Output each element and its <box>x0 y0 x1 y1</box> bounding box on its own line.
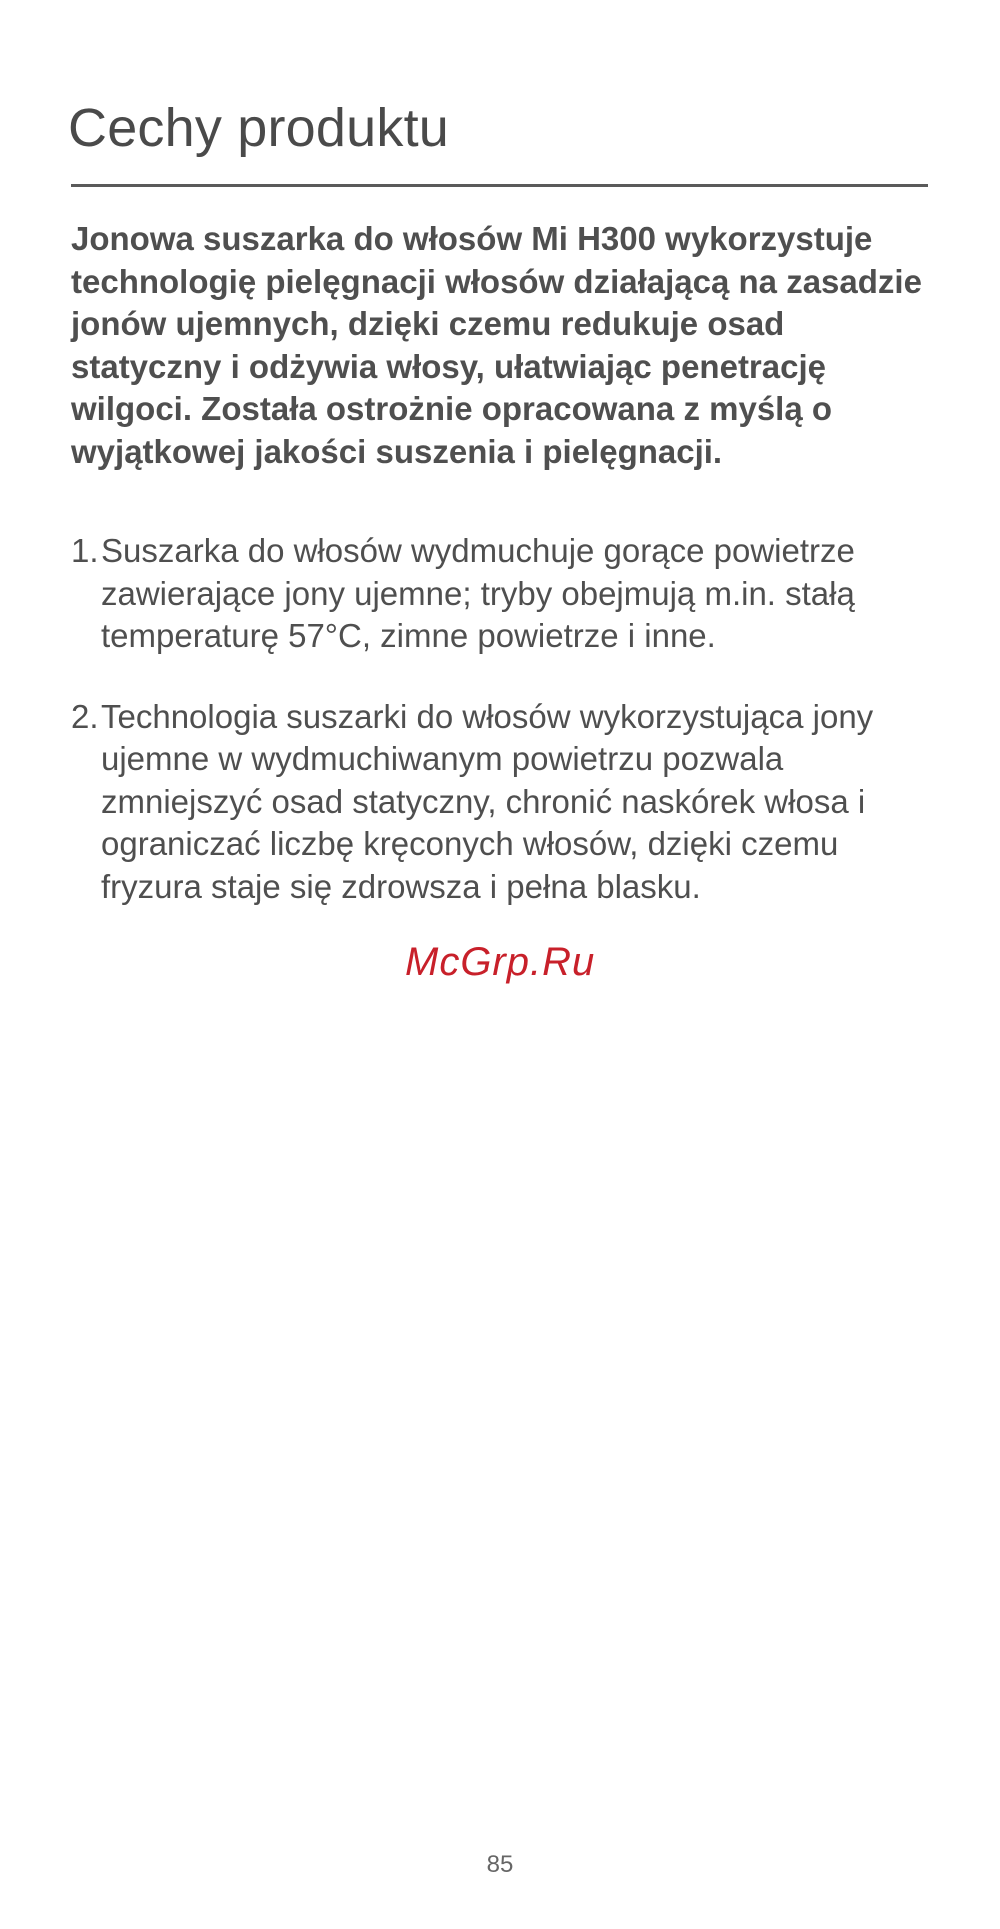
feature-number: 2. <box>71 697 99 735</box>
feature-list <box>71 530 941 908</box>
feature-item <box>71 696 941 909</box>
feature-item <box>71 530 941 658</box>
feature-text: Technologia suszarki do włosów wykorzystująca jony ujemne w wydmuchiwanym powietrzu pozwala zmniejszyć osad statyczny, chronić naskórek włosa i ograniczać liczbę kręconych włosów, dzięki czemu fryzura staje się zdrowsza i pełna blasku. <box>101 697 874 905</box>
intro-paragraph: Jonowa suszarka do włosów Mi H300 wykorzystuje technologię pielęgnacji włosów działającą na zasadzie jonów ujemnych, dzięki czemu redukuje osad statyczny i odżywia włosy, ułatwiając penetrację wilgoci. Została ostrożnie opracowana z myślą o wyjątkowej jakości suszenia i pielęgnacji. <box>71 220 922 470</box>
feature-text: Suszarka do włosów wydmuchuje gorące powietrze zawierające jony ujemne; tryby obejmują m.in. stałą temperaturę 57°C, zimne powietrze i inne. <box>101 532 855 654</box>
page-title: Cechy produktu <box>68 98 450 158</box>
page-number: 85 <box>486 1851 514 1878</box>
feature-number: 1. <box>71 532 99 569</box>
watermark: McGrp.Ru <box>405 940 596 984</box>
title-divider <box>71 184 928 187</box>
